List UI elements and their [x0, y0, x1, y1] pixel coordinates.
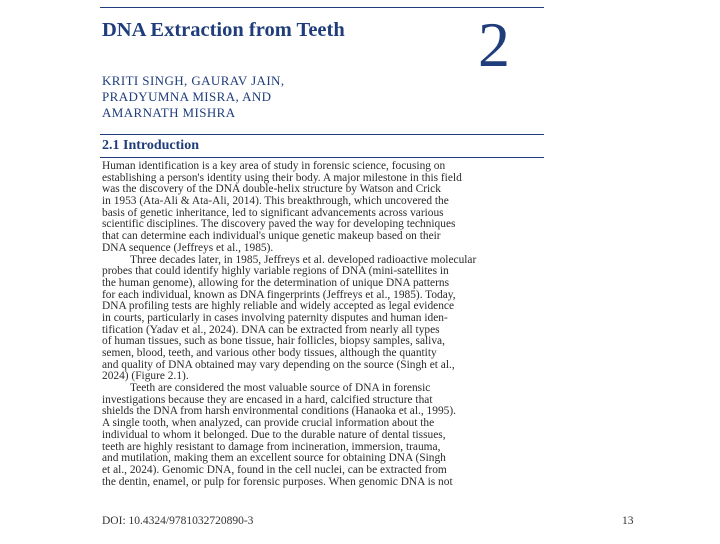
body-text-line: and mutilation, making them an excellent source for obtaining DNA (Singh [102, 452, 446, 465]
body-text-line: basis of genetic inheritance, led to significant advancements across various [102, 206, 444, 219]
body-text-line: for each individual, known as DNA fingerprints (Jeffreys et al., 1985). Today, [102, 288, 456, 301]
body-text-line: Three decades later, in 1985, Jeffreys et al. developed radioactive molecular [130, 253, 477, 266]
body-text-line: scientific disciplines. The discovery paved the way for developing techniques [102, 218, 456, 231]
body-text-line: semen, blood, teeth, and various other body tissues, although the quantity [102, 347, 437, 359]
body-text-line: probes that could identify highly variable regions of DNA (mini-satellites in [102, 265, 449, 278]
body-text-line: DNA sequence (Jeffreys et al., 1985). [102, 241, 274, 254]
body-text-line: in 1953 (Ata-Ali & Ata-Ali, 2014). This breakthrough, which uncovered the [102, 195, 449, 208]
chapter-title: DNA Extraction from Teeth [102, 19, 345, 41]
body-text-line: the human genome), allowing for the determination of unique DNA patterns [102, 276, 450, 289]
body-text-line: the dentin, enamel, or pulp for forensic purposes. When genomic DNA is not [102, 475, 453, 488]
body-text-line: Human identification is a key area of study in forensic science, focusing on [102, 160, 446, 172]
section-heading: 2.1 Introduction [102, 138, 199, 153]
body-text-line: 2024) (Figure 2.1). [102, 370, 189, 383]
author-list [102, 73, 422, 121]
body-text-line: and quality of DNA obtained may vary depending on the source (Singh et al., [102, 358, 455, 371]
body-text-line: tification (Yadav et al., 2024). DNA can be extracted from nearly all types [102, 323, 440, 336]
section-rule-top [100, 134, 544, 135]
top-rule [100, 7, 544, 8]
body-text-line: was the discovery of the DNA double-helix structure by Watson and Crick [102, 183, 441, 196]
body-text-line: et al., 2024). Genomic DNA, found in the cell nuclei, can be extracted from [102, 463, 447, 476]
body-text-line: DNA profiling tests are highly reliable and widely accepted as legal evidence [102, 300, 455, 313]
body-text-line: individual to whom it belonged. Due to the durable nature of dental tissues, [102, 428, 446, 441]
body-text-line: of human tissues, such as bone tissue, hair follicles, biopsy samples, saliva, [102, 335, 445, 348]
body-text-line: shields the DNA from harsh environmental conditions (Hanaoka et al., 1995). [102, 405, 456, 418]
body-text-line: Teeth are considered the most valuable source of DNA in forensic [130, 382, 431, 395]
body-text-line: that can determine each individual's unique genetic makeup based on their [102, 230, 441, 243]
section-rule-bottom [100, 157, 544, 158]
body-text-line: A single tooth, when analyzed, can provide crucial information about the [102, 417, 435, 430]
author-line: PRADYUMNA MISRA, AND [102, 89, 272, 104]
body-text [102, 161, 642, 488]
body-text-line: establishing a person's identity using their body. A major milestone in this field [102, 171, 462, 184]
body-text-line: investigations because they are encased in a hard, calcified structure that [102, 393, 433, 406]
body-text-line: in courts, particularly in cases involving paternity disputes and human iden- [102, 311, 448, 324]
body-text-line: teeth are highly resistant to damage from incineration, immersion, trauma, [102, 440, 441, 453]
author-line: AMARNATH MISHRA [102, 105, 236, 120]
page-number: 13 [622, 515, 634, 527]
chapter-number: 2 [478, 9, 510, 80]
footer-doi: DOI: 10.4324/9781032720890-3 [102, 515, 254, 527]
author-line: KRITI SINGH, GAURAV JAIN, [102, 73, 285, 88]
